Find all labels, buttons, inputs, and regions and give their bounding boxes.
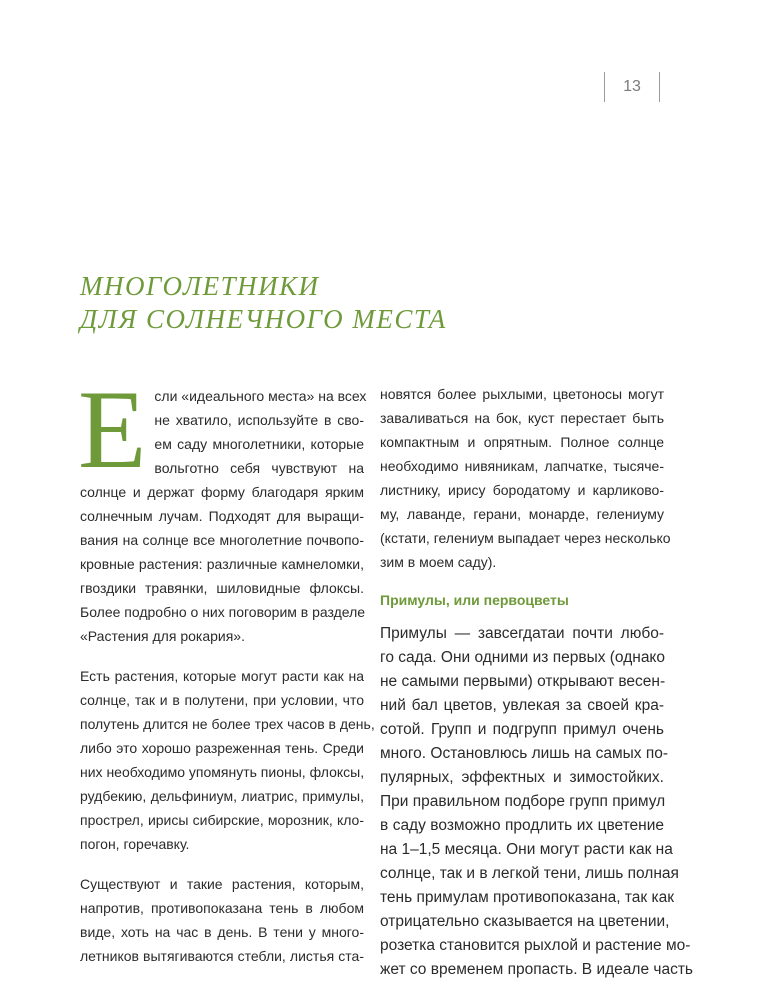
text-line: сотой. Групп и подгрупп примул очень [380,721,664,738]
text-line: компактным и опрятным. Полное солнце [380,434,664,450]
text-line: гвоздики травянки, шиловидные флоксы. [80,580,364,596]
text-line: розетка становится рыхлой и растение мо- [380,937,691,954]
text-line: Примулы — завсегдатаи почти любо- [380,625,664,642]
text-line: При правильном подборе групп примул [380,793,666,810]
text-line: рудбекию, дельфиниум, лиатрис, примулы, [80,788,364,804]
paragraph [80,872,364,968]
section-title-line-2: ДЛЯ СОЛНЕЧНОГО МЕСТА [80,304,447,334]
text-line: них необходимо упомянуть пионы, флоксы, [80,764,365,780]
text-line: летников вытягиваются стебли, листья ста- [80,948,364,964]
text-line: виде, хоть на час в день. В тени у много- [80,924,364,940]
subheading: Примулы, или первоцветы [380,592,569,608]
text-line: (кстати, гелениум выпадает через несколько [380,530,671,546]
text-line: Более подробно о них поговорим в разделе [80,604,366,620]
text-line: ний бал цветов, увлекая за своей кра- [380,697,664,714]
text-line: вольготно себя чувствуют на [154,460,364,476]
text-line: жет со временем пропасть. В идеале часть [380,961,693,978]
text-line: го сада. Они одними из первых (однако [380,649,666,666]
text-line: Существуют и такие растения, которым, [80,876,364,892]
text-line: солнце, так и в полутени, при условии, что [80,692,364,708]
text-line: тень примулам противопоказана, так как [380,889,675,906]
section-title-line-1: МНОГОЛЕТНИКИ [80,271,320,301]
text-line: «Растения для рокария». [80,628,245,644]
text-line: листнику, ирису бородатому и карликово- [380,482,664,498]
text-line: либо это хорошо разреженная тень. Среди [80,740,364,756]
page-number: 13 [623,78,641,95]
text-line: пулярных, эффектных и зимостойких. [380,769,664,786]
text-line: сли «идеального места» на всех [154,388,367,404]
paragraph-intro [78,368,367,648]
left-column [78,368,375,984]
text-line: необходимо нивяникам, лапчатке, тысяче- [380,458,664,474]
text-line: Есть растения, которые могут расти как на [80,668,364,684]
text-line: не хватило, используйте в сво- [154,412,364,428]
paragraph-primulas [380,622,693,982]
text-line: ем саду многолетники, которые [154,436,364,452]
text-line: заваливаться на бок, куст перестает быть [380,410,664,426]
text-line: му, лаванде, герани, монарде, гелениуму [380,506,664,522]
paragraph [380,382,671,574]
text-line: прострел, ирисы сибирские, морозник, кло- [80,812,364,828]
text-line: новятся более рыхлыми, цветоносы могут [380,386,664,402]
text-line: отрицательно сказывается на цветении, [380,913,670,930]
text-line: не самыми первыми) открывают весен- [380,673,666,690]
text-line: напротив, противопоказана тень в любом [80,900,364,916]
section-title [80,270,447,336]
text-line: погон, горечавку. [80,836,190,852]
paragraph [80,664,375,856]
text-line: много. Остановлюсь лишь на самых по- [380,745,668,762]
text-line: полутень длится не более трех часов в день, [80,716,375,732]
drop-cap: Е [78,368,147,492]
text-line: солнечным лучам. Подходят для выращи- [80,508,364,524]
text-line: зим в моем саду). [380,554,497,570]
text-line: солнце, так и в легкой тени, лишь полная [380,865,679,882]
right-column [380,382,693,982]
text-line: кровные растения: различные камнеломки, [80,556,364,572]
text-line: солнце и держат форму благодаря ярким [80,484,364,500]
text-line: в саду возможно продлить их цветение [380,817,664,834]
header-rule-right [659,72,660,102]
text-line: на 1–1,5 месяца. Они могут расти как на [380,841,673,858]
text-line: вания на солнце все многолетние почвопо- [80,532,364,548]
